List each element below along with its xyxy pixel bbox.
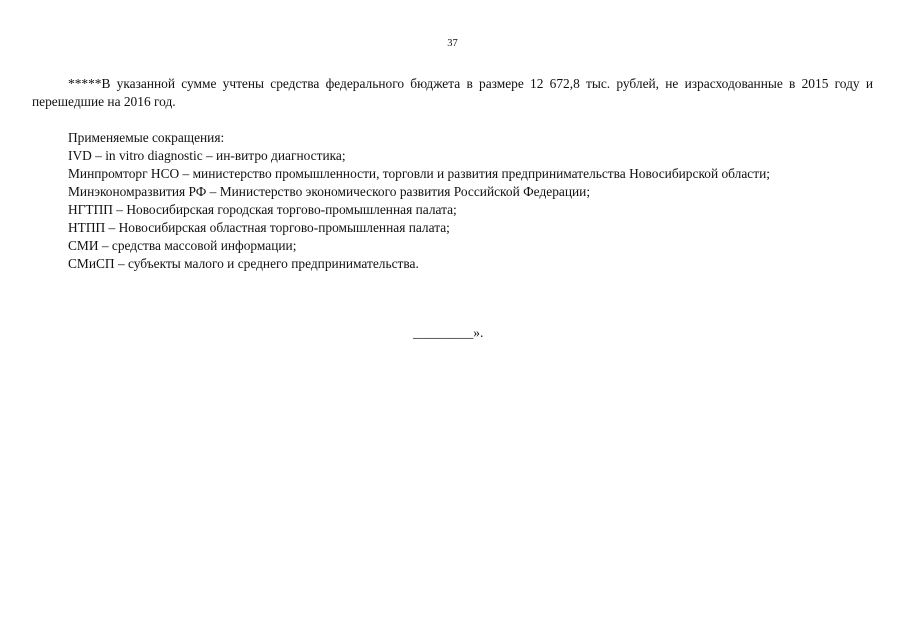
page-number: 37 (447, 38, 458, 49)
abbreviation-item: СМИ – средства массовой информации; (68, 238, 297, 253)
abbreviation-item: IVD – in vitro diagnostic – ин-витро диагностика; (68, 148, 346, 163)
closing-mark: _________». (413, 325, 484, 340)
abbreviation-item: Минэкономразвития РФ – Министерство экономического развития Российской Федерации; (68, 184, 591, 199)
abbreviations-block (68, 129, 888, 273)
footnote-paragraph: *****В указанной сумме учтены средства федерального бюджета в размере 12 672,8 тыс. рублей, не израсходованные в 2015 году и перешедшие на 2016 год. (32, 76, 873, 109)
abbreviations-heading: Применяемые сокращения: (68, 130, 225, 145)
abbreviation-item: СМиСП – субъекты малого и среднего предпринимательства. (68, 256, 419, 271)
abbreviation-item: Минпромторг НСО – министерство промышленности, торговли и развития предпринимательства Новосибирской области; (68, 166, 770, 181)
abbreviation-item: НТПП – Новосибирская областная торгово-промышленная палата; (68, 220, 450, 235)
abbreviation-item: НГТПП – Новосибирская городская торгово-промышленная палата; (68, 202, 457, 217)
